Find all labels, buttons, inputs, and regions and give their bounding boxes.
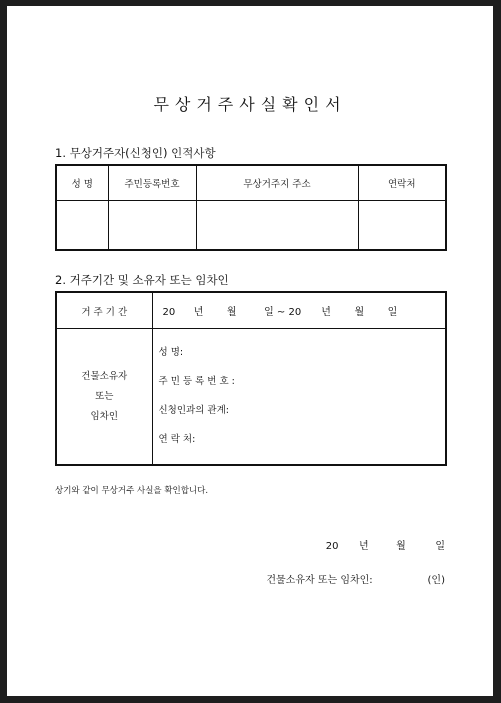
period-year-2: 년 [321, 307, 331, 318]
signature-seal: (인) [427, 575, 445, 586]
owner-relation-field[interactable]: 신청인과의 관계: [158, 405, 229, 416]
owner-row [56, 329, 446, 466]
resident-number-cell[interactable] [108, 201, 196, 251]
date-year: 년 [358, 541, 369, 552]
address-cell[interactable] [196, 201, 358, 251]
header-address: 무상거주지 주소 [196, 165, 358, 201]
applicant-input-row [56, 201, 446, 251]
document-page [7, 6, 493, 696]
period-row [56, 292, 446, 329]
date-month: 월 [396, 541, 406, 552]
header-resident-number: 주민등록번호 [108, 165, 196, 201]
date-day: 일 [435, 541, 445, 552]
owner-label [56, 329, 152, 466]
period-label: 거 주 기 간 [56, 292, 152, 329]
owner-label-line-2: 또는 [95, 390, 114, 402]
owner-fields [152, 329, 446, 466]
applicant-header-row [56, 165, 446, 201]
contact-cell[interactable] [358, 201, 446, 251]
period-year-1: 년 [193, 307, 204, 318]
owner-label-line-1: 건물소유자 [81, 370, 128, 382]
date-line[interactable] [326, 537, 445, 552]
section1-heading: 1. 무상거주자(신청인) 인적사항 [55, 146, 216, 160]
period-month-1: 월 [226, 307, 237, 318]
document-title: 무상거주사실확인서 [153, 95, 347, 114]
owner-resident-number-field[interactable]: 주 민 등 록 번 호 : [158, 376, 235, 387]
signature-label: 건물소유자 또는 임차인: [266, 575, 373, 586]
owner-contact-field[interactable]: 연 락 처: [158, 434, 196, 445]
section2-heading: 2. 거주기간 및 소유자 또는 임차인 [55, 273, 229, 287]
period-value[interactable] [152, 292, 446, 329]
name-cell[interactable] [56, 201, 108, 251]
header-name: 성 명 [56, 165, 108, 201]
applicant-info-table [55, 164, 447, 251]
date-year-prefix: 20 [325, 541, 339, 552]
owner-name-field[interactable]: 성 명: [158, 347, 184, 358]
period-day-1: 일 ~ 20 [264, 307, 302, 318]
signature-line[interactable] [266, 571, 445, 586]
period-year-prefix-1: 20 [162, 307, 176, 318]
residence-owner-table [55, 291, 447, 466]
confirmation-text: 상기와 같이 무상거주 사실을 확인합니다. [55, 486, 209, 496]
period-day-2: 일 [387, 307, 398, 318]
header-contact: 연락처 [358, 165, 446, 201]
period-month-2: 월 [354, 307, 365, 318]
owner-label-line-3: 임차인 [90, 410, 119, 422]
